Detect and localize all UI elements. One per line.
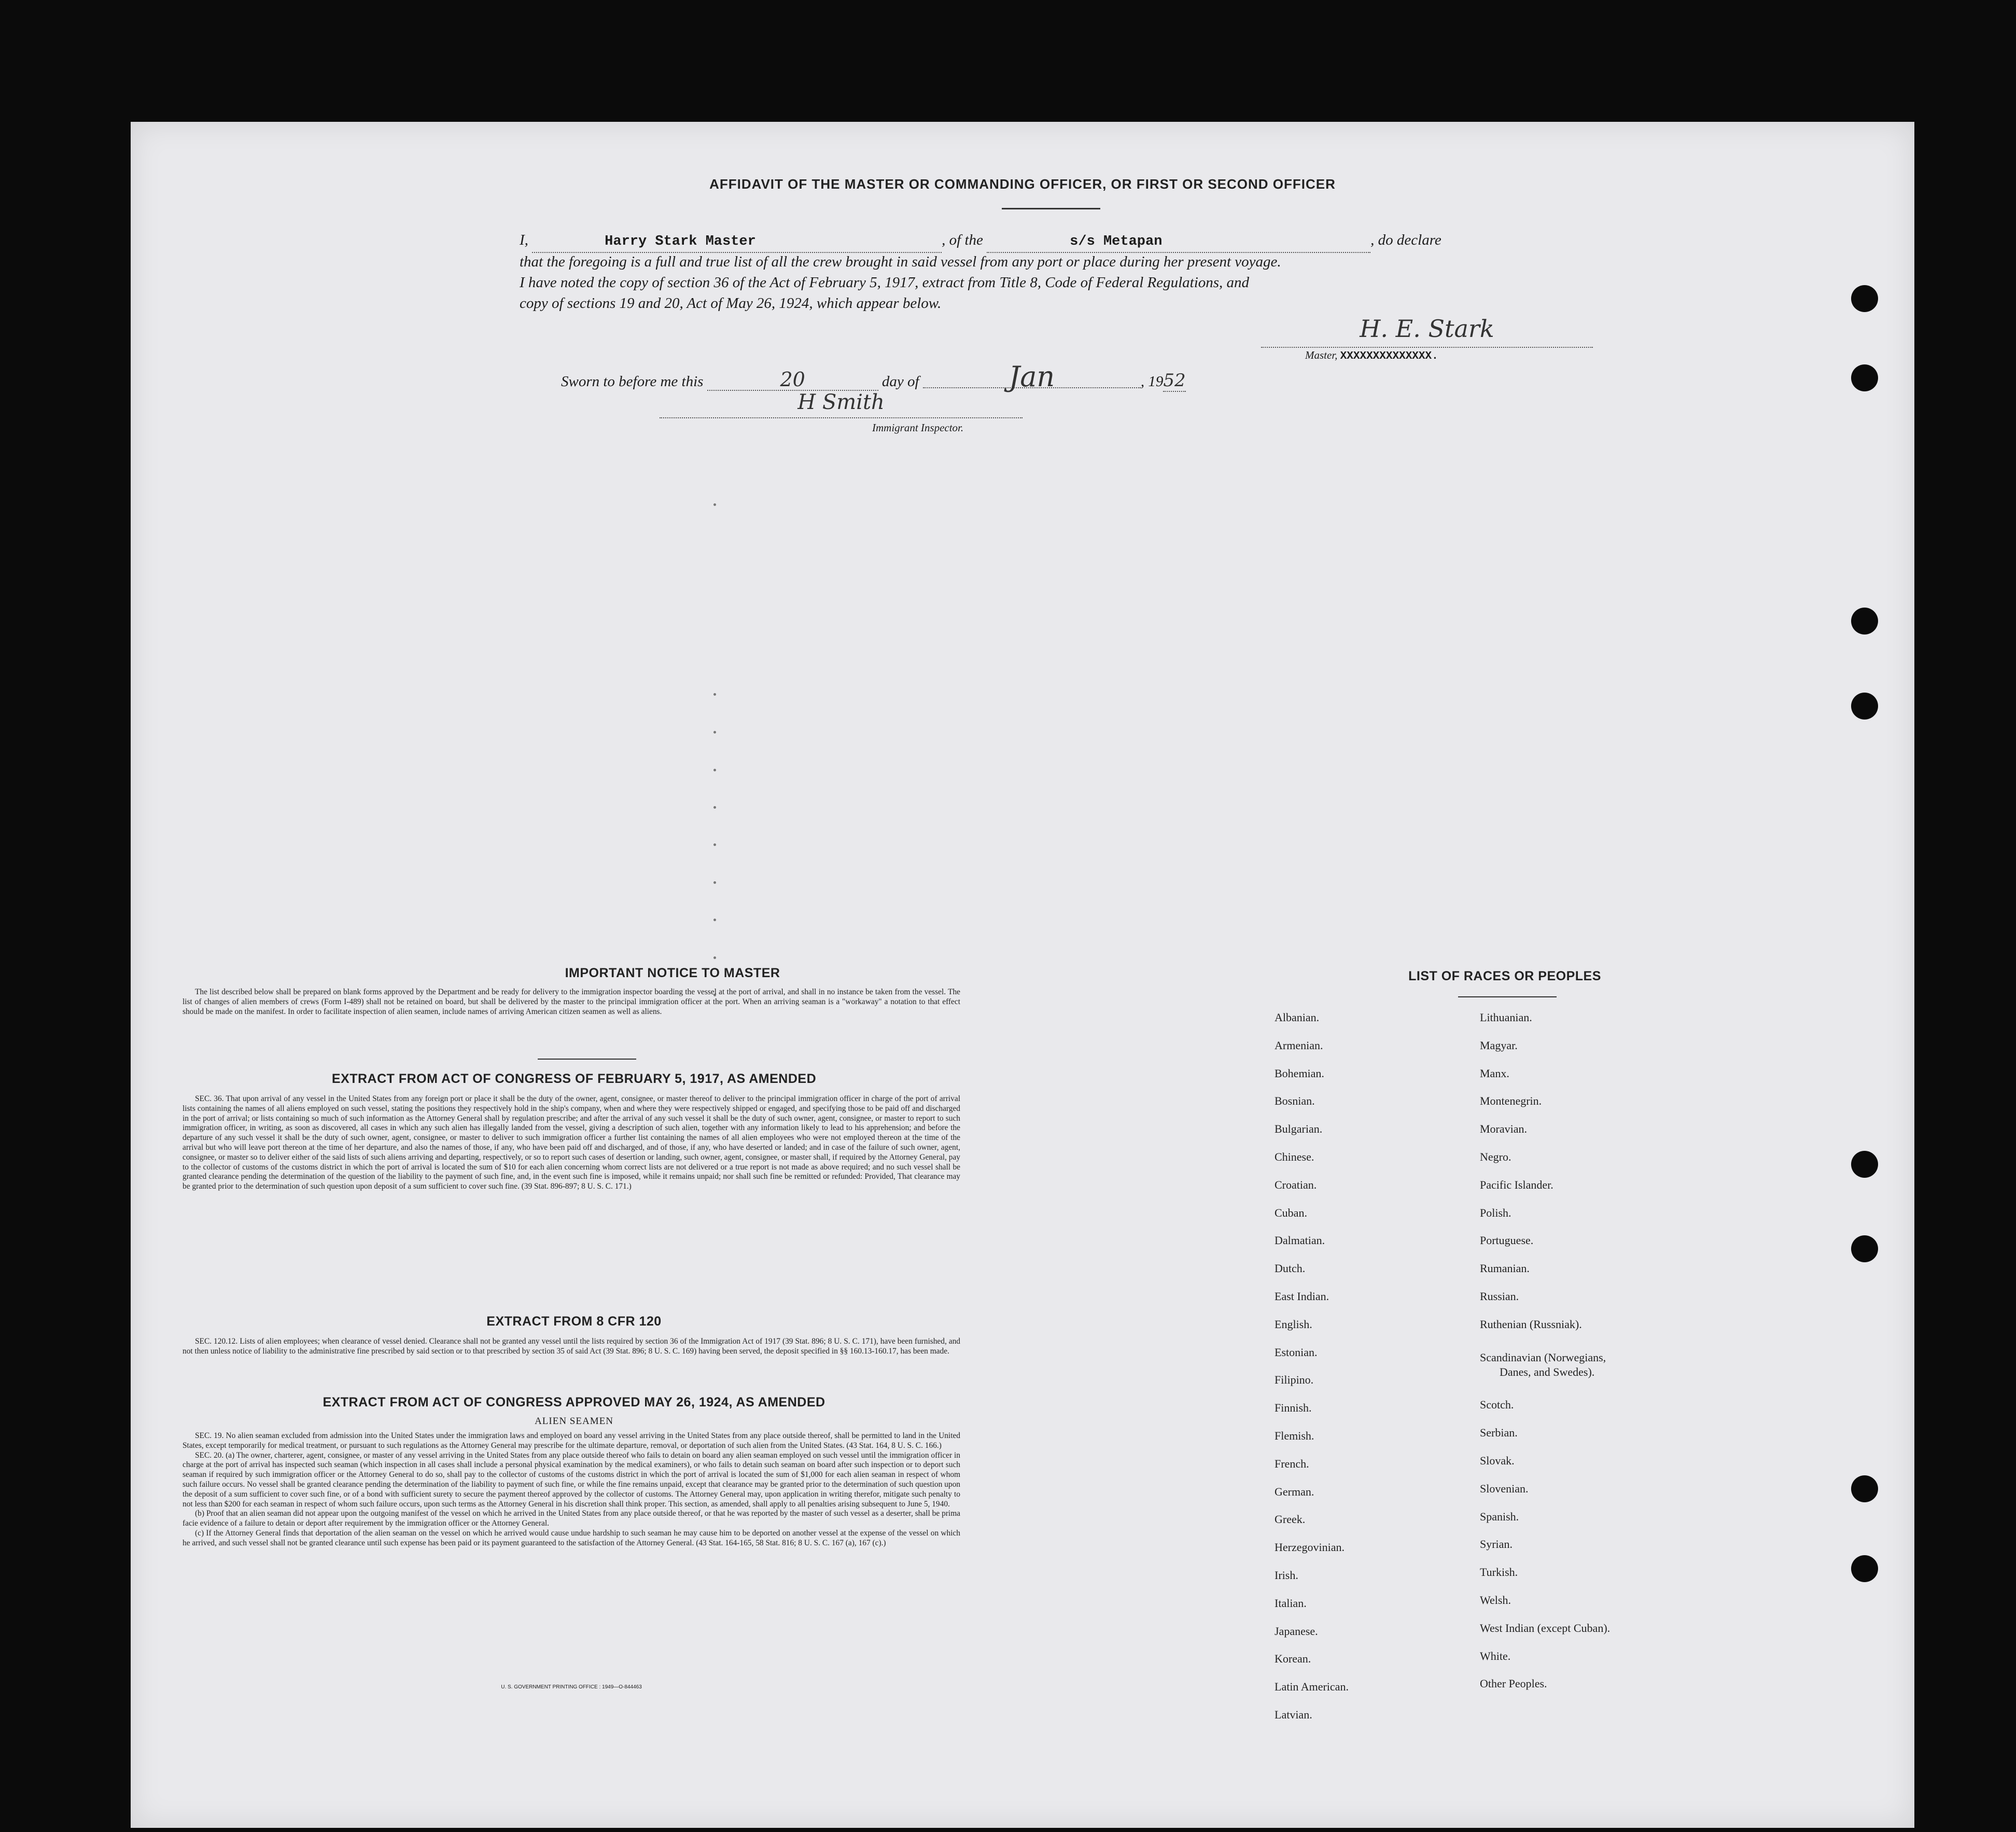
race-item: Chinese.	[1275, 1150, 1314, 1163]
year-prefix: , 19	[1140, 373, 1164, 390]
races-divider	[1458, 996, 1557, 997]
race-item: Lithuanian.	[1480, 1011, 1532, 1024]
extract-1917-text	[183, 1094, 960, 1192]
race-item: Dalmatian.	[1275, 1234, 1325, 1247]
race-item: Armenian.	[1275, 1038, 1323, 1052]
inspector-signature: H Smith	[660, 390, 1023, 418]
affidavit-line-1	[520, 230, 1645, 253]
race-item: Turkish.	[1480, 1566, 1518, 1579]
race-item: German.	[1275, 1485, 1314, 1498]
document-page	[131, 122, 1914, 1828]
extract-1924-text	[183, 1431, 960, 1548]
punch-hole	[1851, 1555, 1878, 1582]
alien-seamen-subtitle: ALIEN SEAMEN	[535, 1416, 613, 1427]
extract-1917-title: EXTRACT FROM ACT OF CONGRESS OF FEBRUARY 5, 1917, AS AMENDED	[331, 1072, 817, 1086]
race-item: Montenegrin.	[1480, 1094, 1542, 1108]
race-item: Bulgarian.	[1275, 1122, 1323, 1136]
race-item: Irish.	[1275, 1569, 1298, 1582]
race-item: Estonian.	[1275, 1345, 1318, 1359]
race-item: Greek.	[1275, 1513, 1306, 1526]
race-item: Bosnian.	[1275, 1094, 1315, 1108]
notice-paragraph: The list described below shall be prepared on blank forms approved by the Department and be ready for delivery to the immigration inspector boarding the vessel at the port of arrival, and shall in no instance be taken from the vessel. The list of changes of alien members of crews (Form I-489) shall not be retained on board, but shall be delivered by the master to the principal immigration officer at the port. When an arriving seaman is a "workaway" a notation to that effect should be made on the manifest. In order to facilitate inspection of alien seamen, include names of arriving American citizen seamen as well as aliens.	[183, 988, 960, 1016]
race-item: Danes, and Swedes).	[1500, 1365, 1595, 1378]
i-label: I,	[520, 232, 528, 248]
race-item: Syrian.	[1480, 1538, 1513, 1551]
bleed-mark	[713, 881, 716, 884]
race-item: Bohemian.	[1275, 1066, 1324, 1080]
races-title: LIST OF RACES OR PEOPLES	[1408, 969, 1601, 983]
race-item: Manx.	[1480, 1066, 1509, 1080]
bleed-mark	[713, 843, 716, 846]
race-item: West Indian (except Cuban).	[1480, 1621, 1611, 1634]
race-item: Pacific Islander.	[1480, 1178, 1553, 1191]
race-item: Italian.	[1275, 1596, 1307, 1610]
notice-text	[183, 988, 960, 1017]
race-item: Moravian.	[1480, 1122, 1528, 1136]
punch-hole	[1851, 608, 1878, 635]
punch-hole	[1851, 285, 1878, 312]
sworn-month-field: Jan	[923, 367, 1141, 388]
bleed-mark	[713, 693, 716, 696]
race-item: Japanese.	[1275, 1624, 1318, 1638]
bleed-mark	[713, 956, 716, 959]
affidavit-line-2: that the foregoing is a full and true list of all the crew brought in said vessel from any port or place during her present voyage.	[520, 253, 1281, 270]
affidavit-line-3: I have noted the copy of section 36 of the Act of February 5, 1917, extract from Title 8, Code of Federal Regulations, and	[520, 274, 1250, 291]
race-item: Serbian.	[1480, 1426, 1518, 1440]
race-item: Portuguese.	[1480, 1234, 1534, 1247]
race-item: White.	[1480, 1649, 1511, 1662]
bleed-mark	[713, 919, 716, 921]
extract-cfr-paragraph: SEC. 120.12. Lists of alien employees; when clearance of vessel denied. Clearance shall not be granted any vessel until the lists required by section 36 of the Immigration Act of 1917 (39 Stat. 896; 8 U. S. C. 171), have been furnished, and not then unless notice of liability to the administrative fine prescribed by said section or to that prescribed by section 35 of said Act (39 Stat. 896; 8 U. S. C. 169) having been served, the deposit specified in §§ 160.13-160.17, has been made.	[183, 1337, 960, 1356]
punch-hole	[1851, 1475, 1878, 1502]
sworn-label: Sworn to before me this	[561, 373, 704, 390]
sec-20b-paragraph: (b) Proof that an alien seaman did not appear upon the outgoing manifest of the vessel on which he arrived in the United States from any place outside thereof, or that he was reported by the master of such vessel as a deserter, shall be prima facie evidence of a failure to detain or deport after requirement by the immigration officer or the Attorney General.	[183, 1509, 960, 1528]
extract-cfr-text	[183, 1337, 960, 1357]
master-signature: H. E. Stark	[1261, 315, 1593, 348]
race-item: Korean.	[1275, 1652, 1311, 1666]
punch-hole	[1851, 693, 1878, 720]
vessel-name-field: s/s Metapan	[987, 231, 1370, 253]
sec-20a-paragraph: SEC. 20. (a) The owner, charterer, agent, consignee, or master of any vessel arriving in the United States from any place outside thereof who fails to detain on board any alien seaman employed on such vessel until the immigration officer in charge at the port of arrival has inspected such seaman (which inspection in all cases shall include a personal physical examination by the medical examiners), or who fails to detain such seaman on board after such inspection or to deport such seaman if required by such immigration officer or the Attorney General to do so, shall pay to the collector of customs of the customs district in which the port of arrival is located the sum of $1,000 for each alien seaman in respect of whom such failure occurs. No vessel shall be granted clearance pending the determination of the liability to payment of such fine, or while the fine remains unpaid, except that clearance may be granted prior to the determination of such question upon the deposit of a sum sufficient to cover such fine, or of a bond with sufficient surety to secure the payment thereof approved by the collector of customs. The Attorney General may, upon application in writing therefor, mitigate such penalty to not less than $200 for each seaman in respect of whom such failure occurs, upon such terms as the Attorney General in his discretion shall think proper. This section, as amended, shall apply to all penalties arising subsequent to June 5, 1940.	[183, 1450, 960, 1509]
race-item: Other Peoples.	[1480, 1677, 1547, 1690]
extract-cfr-title: EXTRACT FROM 8 CFR 120	[486, 1314, 662, 1329]
race-item: Scandinavian (Norwegians,	[1480, 1350, 1606, 1364]
divider	[538, 1059, 636, 1060]
sworn-line	[561, 360, 1443, 393]
race-item: Filipino.	[1275, 1373, 1314, 1387]
race-item: French.	[1275, 1457, 1309, 1470]
race-item: Spanish.	[1480, 1510, 1519, 1523]
race-item: Croatian.	[1275, 1178, 1317, 1191]
race-item: English.	[1275, 1317, 1312, 1331]
race-item: Slovak.	[1480, 1454, 1515, 1467]
race-item: Russian.	[1480, 1290, 1519, 1303]
race-item: Welsh.	[1480, 1594, 1511, 1606]
day-of-label: day of	[881, 373, 919, 390]
struck-title: XXXXXXXXXXXXXX.	[1340, 350, 1438, 362]
bleed-mark	[713, 503, 716, 506]
race-item: Slovenian.	[1480, 1482, 1529, 1495]
master-title	[1305, 349, 1438, 362]
race-item: Flemish.	[1275, 1429, 1314, 1442]
master-name-field: Harry Stark Master	[532, 231, 942, 253]
sworn-year-field: 52	[1163, 370, 1186, 391]
affidavit-line-4: copy of sections 19 and 20, Act of May 26, 1924, which appear below.	[520, 295, 942, 312]
notice-title: IMPORTANT NOTICE TO MASTER	[565, 966, 780, 980]
race-item: Latin American.	[1275, 1680, 1349, 1694]
race-item: Polish.	[1480, 1206, 1511, 1219]
affidavit-title: AFFIDAVIT OF THE MASTER OR COMMANDING OFFICER, OR FIRST OR SECOND OFFICER	[709, 176, 1336, 192]
race-item: Scotch.	[1480, 1398, 1514, 1412]
punch-hole	[1851, 364, 1878, 391]
race-item: Ruthenian (Russniak).	[1480, 1317, 1582, 1331]
race-item: Latvian.	[1275, 1708, 1312, 1721]
punch-hole	[1851, 1235, 1878, 1262]
bleed-mark	[713, 731, 716, 734]
race-item: Cuban.	[1275, 1206, 1307, 1219]
bleed-mark	[713, 806, 716, 809]
bleed-mark	[713, 769, 716, 771]
of-the-label: , of the	[942, 232, 983, 248]
race-item: Albanian.	[1275, 1011, 1320, 1024]
master-label: Master,	[1305, 349, 1338, 361]
inspector-label: Immigrant Inspector.	[872, 421, 964, 434]
race-item: Rumanian.	[1480, 1262, 1530, 1275]
sworn-day-field: 20	[707, 369, 878, 391]
printer-imprint: U. S. GOVERNMENT PRINTING OFFICE : 1949—O-844463	[501, 1684, 642, 1690]
race-item: Negro.	[1480, 1150, 1511, 1163]
title-divider	[1002, 208, 1100, 209]
race-item: Magyar.	[1480, 1038, 1518, 1052]
sec-19-paragraph: SEC. 19. No alien seaman excluded from admission into the United States under the immigration laws and employed on board any vessel arriving in the United States from any place outside thereof, shall be permitted to land in the United States, except temporarily for medical treatment, or pursuant to such regulations as the Attorney General may prescribe for the ultimate departure, removal, or deportation of such alien from the United States. (43 Stat. 164, 8 U. S. C. 166.)	[183, 1431, 960, 1450]
extract-1924-title: EXTRACT FROM ACT OF CONGRESS APPROVED MAY 26, 1924, AS AMENDED	[323, 1395, 825, 1410]
extract-1917-paragraph: SEC. 36. That upon arrival of any vessel in the United States from any foreign port or place it shall be the duty of the owner, agent, consignee, or master thereof to deliver to the principal immigration officer in charge of the port of arrival lists containing the names of all aliens employed on such vessel, stating the positions they respectively hold in the ship's company, when and where they were respectively shipped or engaged, and specifying those to be paid off and discharged in the port of arrival; or lists containing so much of such information as the Attorney General shall by regulation prescribe; and after the arrival of any such vessel it shall be the duty of such owner, agent, consignee, or master to report to such immigration officer, in writing, as soon as discovered, all cases in which any such alien has illegally landed from the vessel, giving a description of such alien, together with any information likely to lead to his apprehension; and before the departure of any such vessel it shall be the duty of such owner, agent, consignee, or master to deliver to such immigration officer a further list containing the names of all alien employees who were not employed thereon at the time of the arrival but who will leave port thereon at the time of her departure, and also the names of those, if any, who have been paid off and discharged, and of those, if any, who have deserted or landed; and in case of the failure of such owner, agent, consignee, or master so to deliver either of the said lists of such aliens arriving and departing, respectively, or so to report such cases of desertion or landing, such owner, agent, consignee, or master shall, if required by the Attorney General, pay to the collector of customs of the customs district in which the port of arrival is located the sum of $10 for each alien concerning whom correct lists are not delivered or a true report is not made as above required; and no such vessel shall be granted clearance pending the determination of the question of the liability to the payment of such fine, and, in the event such fine is imposed, while it remains unpaid; nor shall such fine be remitted or refunded: Provided, That clearance may be granted prior to the determination of such question upon deposit of a sum sufficient to cover such fine. (39 Stat. 896-897; 8 U. S. C. 171.)	[183, 1094, 960, 1191]
race-item: Herzegovinian.	[1275, 1541, 1345, 1554]
sec-20c-paragraph: (c) If the Attorney General finds that deportation of the alien seaman on the vessel on which he arrived would cause undue hardship to such seaman he may cause him to be deported on another vessel at the expense of the vessel on which he arrived, and such vessel shall not be granted clearance until such expense has been paid or its payment guaranteed to the satisfaction of the Attorney General. (43 Stat. 164-165, 58 Stat. 816; 8 U. S. C. 167 (a), 167 (c).)	[183, 1528, 960, 1547]
race-item: Dutch.	[1275, 1262, 1306, 1275]
race-item: Finnish.	[1275, 1401, 1312, 1415]
do-declare-label: , do declare	[1370, 232, 1441, 248]
punch-hole	[1851, 1151, 1878, 1178]
race-item: East Indian.	[1275, 1290, 1329, 1303]
